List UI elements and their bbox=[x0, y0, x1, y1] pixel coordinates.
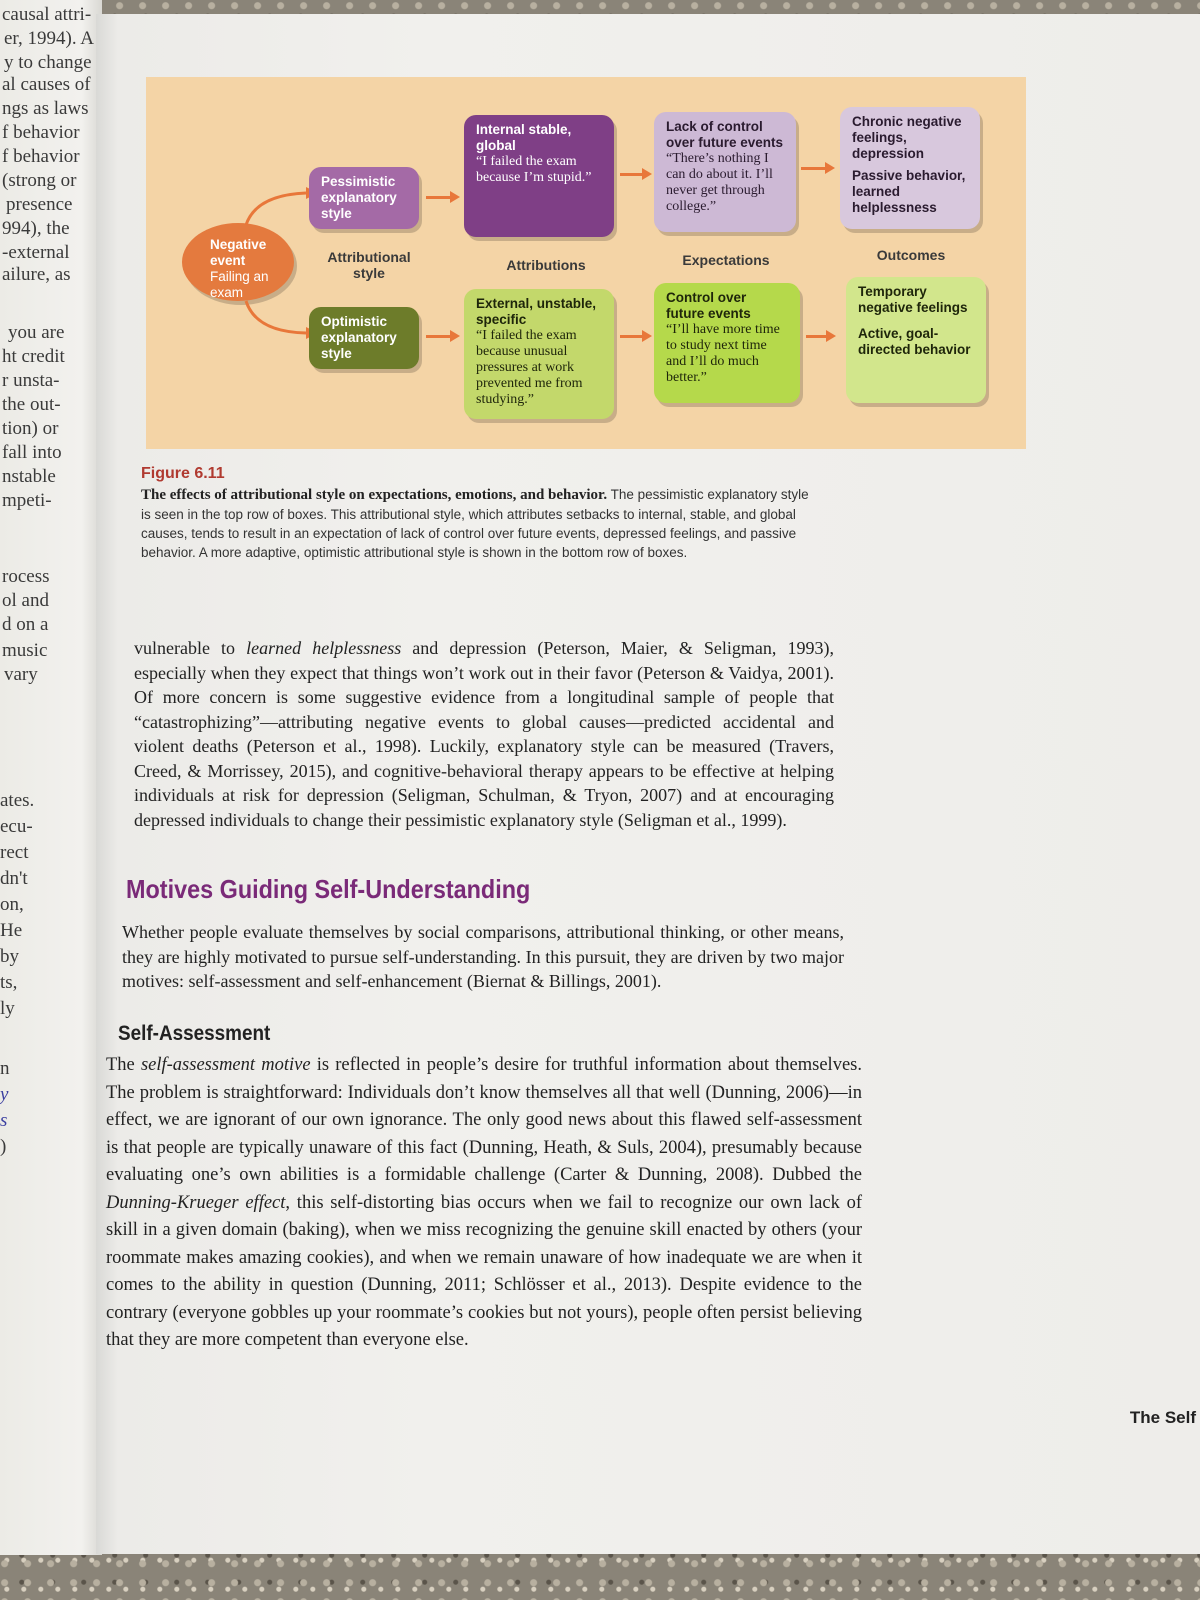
left-fragment: y bbox=[0, 1084, 9, 1105]
left-fragment: -external bbox=[2, 242, 70, 263]
label-attributions: Attributions bbox=[506, 257, 586, 273]
left-fragment: ngs as laws bbox=[2, 98, 89, 119]
left-fragment: f behavior bbox=[2, 146, 80, 167]
left-fragment: d on a bbox=[2, 614, 49, 635]
left-fragment: y to change bbox=[4, 52, 92, 73]
label-attributional-style: Attributional style bbox=[327, 249, 411, 281]
term-learned-helplessness: learned helplessness bbox=[246, 638, 402, 658]
left-fragment: rocess bbox=[2, 566, 50, 587]
left-fragment: causal attri- bbox=[2, 4, 92, 25]
arrow-icon bbox=[426, 196, 452, 199]
left-fragment: vary bbox=[4, 664, 38, 685]
arrow-icon bbox=[801, 167, 827, 170]
left-fragment: ) bbox=[0, 1136, 7, 1157]
left-fragment: the out- bbox=[2, 394, 61, 415]
internal-attribution-quote: “I failed the exam because I’m stupid.” bbox=[476, 154, 592, 185]
left-fragment: fall into bbox=[2, 442, 62, 463]
negative-event-title: Negative event bbox=[210, 237, 267, 268]
lack-of-control-box bbox=[654, 112, 796, 232]
left-fragment: s bbox=[0, 1110, 8, 1131]
caption-title: The effects of attributional style on expectations, emotions, and behavior. bbox=[141, 487, 608, 503]
left-fragment: presence bbox=[6, 194, 73, 215]
outcome-passive-behavior: Passive behavior, learned helplessness bbox=[852, 168, 966, 215]
left-fragment: nstable bbox=[2, 466, 56, 487]
internal-attribution-box bbox=[464, 115, 614, 237]
paragraph-motives: Whether people evaluate themselves by social comparisons, attributional thinking, or other means, they are highly motivated to pursue self-understanding. In this pursuit, they are driven by two major motives: self-assessment and self-enhancement (Biernat & Billings, 2001). bbox=[122, 922, 844, 991]
left-fragment: n bbox=[0, 1058, 10, 1079]
book-page bbox=[96, 14, 1200, 1554]
left-fragment: rect bbox=[0, 842, 29, 863]
pessimistic-outcomes-box bbox=[840, 107, 980, 229]
left-fragment: ly bbox=[0, 998, 15, 1019]
left-fragment: ailure, as bbox=[2, 264, 71, 285]
left-fragment: He bbox=[0, 920, 23, 941]
optimistic-style-box bbox=[309, 307, 419, 369]
label-expectations: Expectations bbox=[682, 252, 770, 268]
pessimistic-style-label: Pessimistic explanatory style bbox=[321, 174, 397, 221]
control-over-future-box bbox=[654, 283, 800, 403]
external-attribution-quote: “I failed the exam because unusual pressures at work prevented me from studying.” bbox=[476, 328, 583, 407]
term-dunning-krueger: Dunning-Krueger effect bbox=[106, 1192, 286, 1213]
left-fragment: you are bbox=[8, 322, 65, 343]
section-heading: Motives Guiding Self-Understanding bbox=[126, 874, 531, 904]
left-fragment: tion) or bbox=[2, 418, 59, 439]
para3-text-a: The bbox=[106, 1055, 141, 1075]
left-fragment: ht credit bbox=[2, 346, 65, 367]
left-page bbox=[0, 0, 102, 1555]
optimistic-outcomes-box bbox=[846, 277, 986, 403]
figure-number: Figure 6.11 bbox=[141, 465, 225, 482]
left-fragment: on, bbox=[0, 894, 24, 915]
outcome-temporary-negative: Temporary negative feelings bbox=[858, 284, 968, 315]
attributional-style-diagram bbox=[146, 77, 1026, 449]
left-fragment: mpeti- bbox=[2, 490, 52, 511]
left-fragment: al causes of bbox=[2, 74, 91, 95]
caption-text: The pessimistic explanatory style is seen in the top row of boxes. This attributional style, which attributes setbacks to internal, stable, and global causes, tends to result in an expectation of lack of control over future events, depressed feelings, and passive behavior. A more adaptive, optimistic attributional style is shown in the bottom row of boxes. bbox=[141, 487, 809, 560]
left-fragment: f behavior bbox=[2, 122, 80, 143]
figure-caption bbox=[141, 464, 821, 562]
label-outcomes: Outcomes bbox=[876, 247, 946, 263]
arrow-icon bbox=[426, 335, 452, 338]
term-self-assessment-motive: self-assessment motive bbox=[140, 1055, 311, 1075]
paragraph-self-assessment bbox=[106, 1052, 862, 1355]
optimistic-style-label: Optimistic explanatory style bbox=[321, 314, 397, 361]
arrow-icon bbox=[620, 173, 644, 176]
arrow-icon bbox=[620, 335, 644, 338]
para3-text-c: , this self-distorting bias occurs when we fail to recognize our own lack of skill in a given domain (baking), when we miss recognizing the genuine skill enacted by others (your roommate makes amazing cookies), and when we remain unaware of how inadequate we are when it comes to the ability in question (Dunning, 2011; Schlösser et al., 2013). Despite evidence to the contrary (everyone gobbles up your roommate’s cookies but not yours), people often persist believing that they are more competent than everyone else. bbox=[106, 1192, 862, 1350]
control-over-future-title: Control over future events bbox=[666, 290, 751, 321]
para3-text-b: is reflected in people’s desire for truthful information about themselves. The problem is straightforward: Individuals don’t know themselves all that well (Dunning, 2006)—in effect, we are ignorant of our own ignorance. The only good news about this flawed self-assessment is that people are typically unaware of this fact (Dunning, Heath, & Suls, 2004), presumably because evaluating one’s own abilities is a formidable challenge (Carter & Dunning, 2008). Dubbed the bbox=[106, 1055, 862, 1185]
left-fragment: (strong or bbox=[2, 170, 77, 191]
left-fragment: r unsta- bbox=[2, 370, 60, 391]
negative-event-subtitle: Failing an exam bbox=[210, 269, 269, 300]
control-over-future-quote: “I’ll have more time to study next time and I’ll do much better.” bbox=[666, 322, 780, 385]
left-fragment: ates. bbox=[0, 790, 35, 811]
external-attribution-box bbox=[464, 289, 614, 419]
left-fragment: 994), the bbox=[2, 218, 70, 239]
left-fragment: ts, bbox=[0, 972, 18, 993]
para1-text-a: vulnerable to bbox=[134, 638, 247, 658]
lack-of-control-title: Lack of control over future events bbox=[666, 119, 784, 150]
left-fragment: ecu- bbox=[0, 816, 33, 837]
paragraph-helplessness bbox=[134, 636, 834, 832]
outcome-active-behavior: Active, goal-directed behavior bbox=[858, 326, 971, 357]
left-fragment: er, 1994). A bbox=[4, 28, 94, 49]
pessimistic-style-box bbox=[309, 167, 419, 229]
outcome-chronic-negative: Chronic negative feelings, depression bbox=[852, 114, 962, 161]
subheading-self-assessment: Self-Assessment bbox=[118, 1022, 271, 1045]
arrow-icon bbox=[806, 335, 828, 338]
lack-of-control-quote: “There’s nothing I can do about it. I’ll never get through college.” bbox=[666, 151, 773, 214]
internal-attribution-title: Internal stable, global bbox=[476, 122, 572, 153]
external-attribution-title: External, unstable, specific bbox=[476, 296, 597, 327]
para1-text-b: and depression (Peterson, Maier, & Seligman, 1993), especially when they expect that things won’t work out in their favor (Peterson & Vaidya, 2001). Of more concern is some suggestive evidence from a longitudinal sample of people that “catastrophizing”—attributing negative events to global causes—predicted accidental and violent deaths (Peterson et al., 1998). Luckily, explanatory style can be measured (Travers, Creed, & Morrissey, 2015), and cognitive-behavioral therapy appears to be effective at helping individuals at risk for depression (Seligman, Schulman, & Tryon, 2007) and at encouraging depressed individuals to change their pessimistic explanatory style (Seligman et al., 1999). bbox=[134, 638, 834, 830]
left-fragment: dn't bbox=[0, 868, 28, 889]
left-fragment: music bbox=[2, 640, 48, 661]
left-fragment: ol and bbox=[2, 590, 49, 611]
running-head: The Self bbox=[1106, 1408, 1200, 1428]
left-fragment: by bbox=[0, 946, 19, 967]
